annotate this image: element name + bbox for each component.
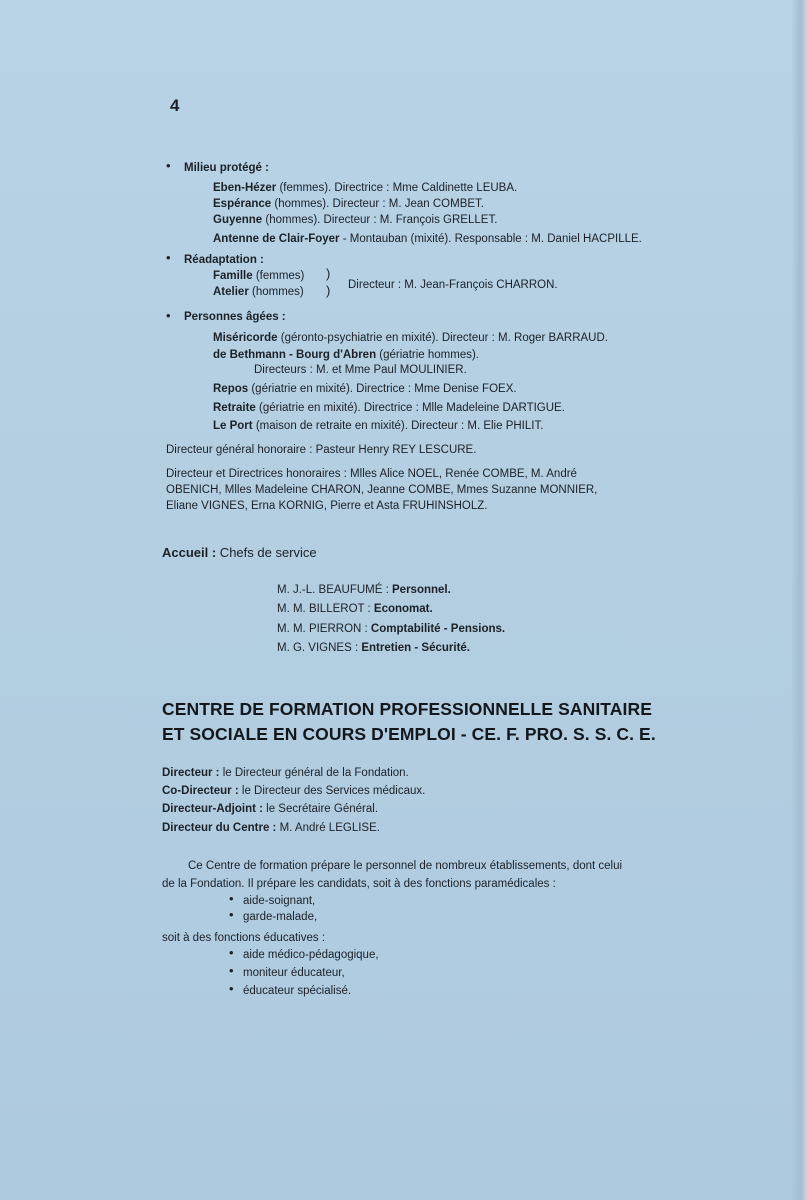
chef-row: M. M. BILLEROT : Economat. — [277, 603, 433, 615]
brace-top-icon: ) — [326, 266, 331, 281]
chef-row: M. J.-L. BEAUFUMÉ : Personnel. — [277, 584, 451, 596]
centre-heading-line1: CENTRE DE FORMATION PROFESSIONNELLE SANITAIRE — [162, 699, 652, 719]
honorary-directors-line: OBENICH, Mlles Madeleine CHARON, Jeanne COMBE, Mmes Suzanne MONNIER, — [166, 484, 598, 496]
bullet-icon: • — [229, 891, 234, 906]
list-item: Famille (femmes) — [213, 270, 305, 282]
list-item: aide-soignant, — [243, 895, 316, 907]
bullet-icon: • — [229, 945, 234, 960]
centre-heading-line2: ET SOCIALE EN COURS D'EMPLOI - CE. F. PRO. S. S. C. E. — [162, 724, 656, 744]
list-item: moniteur éducateur, — [243, 967, 345, 979]
list-item: Antenne de Clair-Foyer - Montauban (mixité). Responsable : M. Daniel HACPILLE. — [213, 233, 642, 245]
brace-bottom-icon: ) — [326, 283, 331, 298]
list-item: Directeurs : M. et Mme Paul MOULINIER. — [254, 364, 467, 376]
list-item: Guyenne (hommes). Directeur : M. François GRELLET. — [213, 214, 498, 226]
list-item: Atelier (hommes) — [213, 286, 304, 298]
staff-row: Directeur du Centre : M. André LEGLISE. — [162, 822, 380, 834]
chef-row: M. M. PIERRON : Comptabilité - Pensions. — [277, 623, 506, 635]
readaptation-director: Directeur : M. Jean-François CHARRON. — [348, 279, 558, 291]
paragraph-line: soit à des fonctions éducatives : — [162, 932, 326, 944]
bullet-icon: • — [229, 907, 234, 922]
honorary-director-general: Directeur général honoraire : Pasteur Henry REY LESCURE. — [166, 444, 477, 456]
paragraph-line: Ce Centre de formation prépare le personnel de nombreux établissements, dont celui — [188, 860, 623, 872]
section-title-readaptation: Réadaptation : — [184, 254, 264, 266]
staff-row: Co-Directeur : le Directeur des Services médicaux. — [162, 785, 426, 797]
list-item: de Bethmann - Bourg d'Abren (gériatrie hommes). — [213, 349, 479, 361]
section-title-agees: Personnes âgées : — [184, 311, 286, 323]
page-number: 4 — [170, 96, 180, 115]
honorary-directors-line: Directeur et Directrices honoraires : Mlles Alice NOEL, Renée COMBE, M. André — [166, 468, 577, 480]
list-item: garde-malade, — [243, 911, 318, 923]
staff-row: Directeur : le Directeur général de la Fondation. — [162, 767, 409, 779]
paragraph-line: de la Fondation. Il prépare les candidats, soit à des fonctions paramédicales : — [162, 878, 556, 890]
list-item: Le Port (maison de retraite en mixité). Directeur : M. Elie PHILIT. — [213, 420, 544, 432]
bullet-icon: • — [166, 250, 171, 265]
list-item: Repos (gériatrie en mixité). Directrice : Mme Denise FOEX. — [213, 383, 517, 395]
bullet-icon: • — [166, 308, 171, 323]
accueil-heading: Accueil : Chefs de service — [162, 545, 317, 560]
list-item: aide médico-pédagogique, — [243, 949, 379, 961]
section-title-milieu: Milieu protégé : — [184, 162, 269, 174]
bullet-icon: • — [166, 158, 171, 173]
list-item: éducateur spécialisé. — [243, 985, 352, 997]
bullet-icon: • — [229, 963, 234, 978]
page-edge-shadow — [791, 0, 807, 1200]
list-item: Eben-Hézer (femmes). Directrice : Mme Caldinette LEUBA. — [213, 182, 518, 194]
staff-row: Directeur-Adjoint : le Secrétaire Général. — [162, 803, 379, 815]
honorary-directors-line: Eliane VIGNES, Erna KORNIG, Pierre et Asta FRUHINSHOLZ. — [166, 500, 488, 512]
list-item: Miséricorde (géronto-psychiatrie en mixité). Directeur : M. Roger BARRAUD. — [213, 332, 608, 344]
list-item: Espérance (hommes). Directeur : M. Jean COMBET. — [213, 198, 484, 210]
bullet-icon: • — [229, 981, 234, 996]
chef-row: M. G. VIGNES : Entretien - Sécurité. — [277, 642, 470, 654]
list-item: Retraite (gériatrie en mixité). Directrice : Mlle Madeleine DARTIGUE. — [213, 402, 565, 414]
